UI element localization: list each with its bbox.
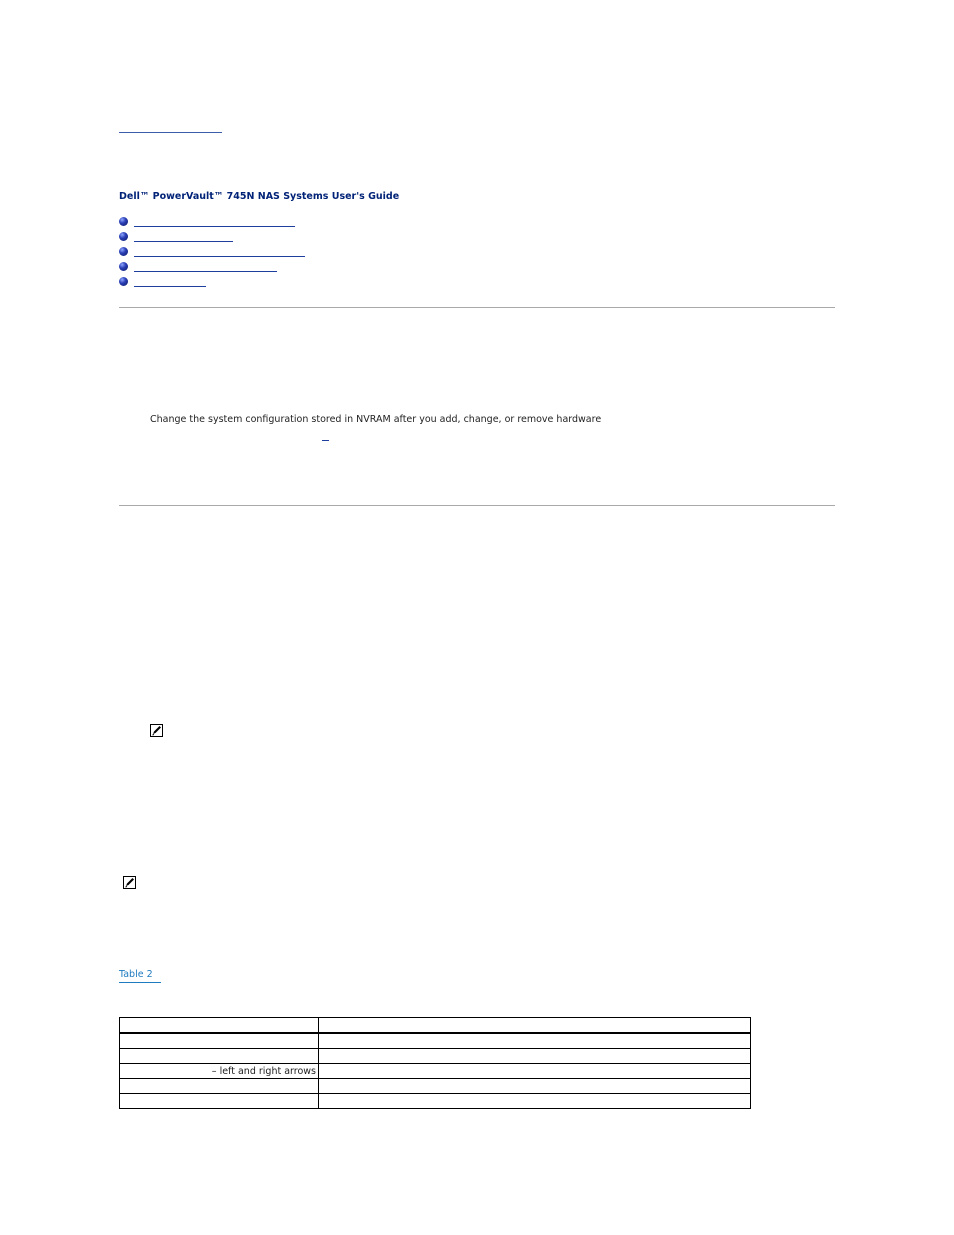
bullet-icon bbox=[119, 232, 128, 241]
toc-link[interactable] bbox=[134, 241, 233, 242]
toc-link[interactable] bbox=[134, 286, 206, 287]
table-cell bbox=[319, 1033, 751, 1049]
body-text: Change the system configuration stored in NVRAM after you add, change, or remove hardware bbox=[150, 414, 602, 425]
bullet-icon bbox=[119, 262, 128, 271]
toc-item[interactable] bbox=[119, 260, 419, 275]
table-cell bbox=[319, 1079, 751, 1094]
toc-link[interactable] bbox=[134, 271, 277, 272]
section-divider bbox=[119, 505, 835, 506]
toc-item[interactable] bbox=[119, 275, 419, 290]
table-row bbox=[120, 1079, 751, 1094]
table-cell bbox=[120, 1049, 319, 1064]
guide-title: Dell™ PowerVault™ 745N NAS Systems User's Guide bbox=[119, 191, 400, 202]
table-row bbox=[120, 1064, 751, 1079]
section-divider bbox=[119, 307, 835, 308]
bullet-icon bbox=[119, 217, 128, 226]
table-cell bbox=[120, 1033, 319, 1049]
bullet-icon bbox=[119, 277, 128, 286]
table-cell bbox=[120, 1079, 319, 1094]
table-row bbox=[120, 1033, 751, 1049]
toc-item[interactable] bbox=[119, 245, 419, 260]
table-cell bbox=[120, 1094, 319, 1109]
table-cell bbox=[319, 1049, 751, 1064]
note-pencil-icon bbox=[150, 724, 163, 737]
table-header-row bbox=[120, 1018, 751, 1034]
table-cell bbox=[120, 1018, 319, 1034]
table-cell bbox=[319, 1064, 751, 1079]
keys-table bbox=[119, 1017, 751, 1109]
table-reference-link[interactable]: Table 2 bbox=[119, 968, 161, 983]
toc-link[interactable] bbox=[134, 256, 305, 257]
toc-item[interactable] bbox=[119, 215, 419, 230]
inline-link[interactable] bbox=[322, 440, 329, 441]
table-row bbox=[120, 1049, 751, 1064]
table-cell bbox=[319, 1018, 751, 1034]
bullet-icon bbox=[119, 247, 128, 256]
table-cell: – left and right arrows bbox=[120, 1064, 319, 1079]
toc-item[interactable] bbox=[119, 230, 419, 245]
toc-link[interactable] bbox=[134, 226, 295, 227]
table-cell bbox=[319, 1094, 751, 1109]
table-of-contents bbox=[119, 215, 419, 290]
table-row bbox=[120, 1094, 751, 1109]
note-pencil-icon bbox=[123, 876, 136, 889]
top-link[interactable] bbox=[119, 119, 222, 133]
